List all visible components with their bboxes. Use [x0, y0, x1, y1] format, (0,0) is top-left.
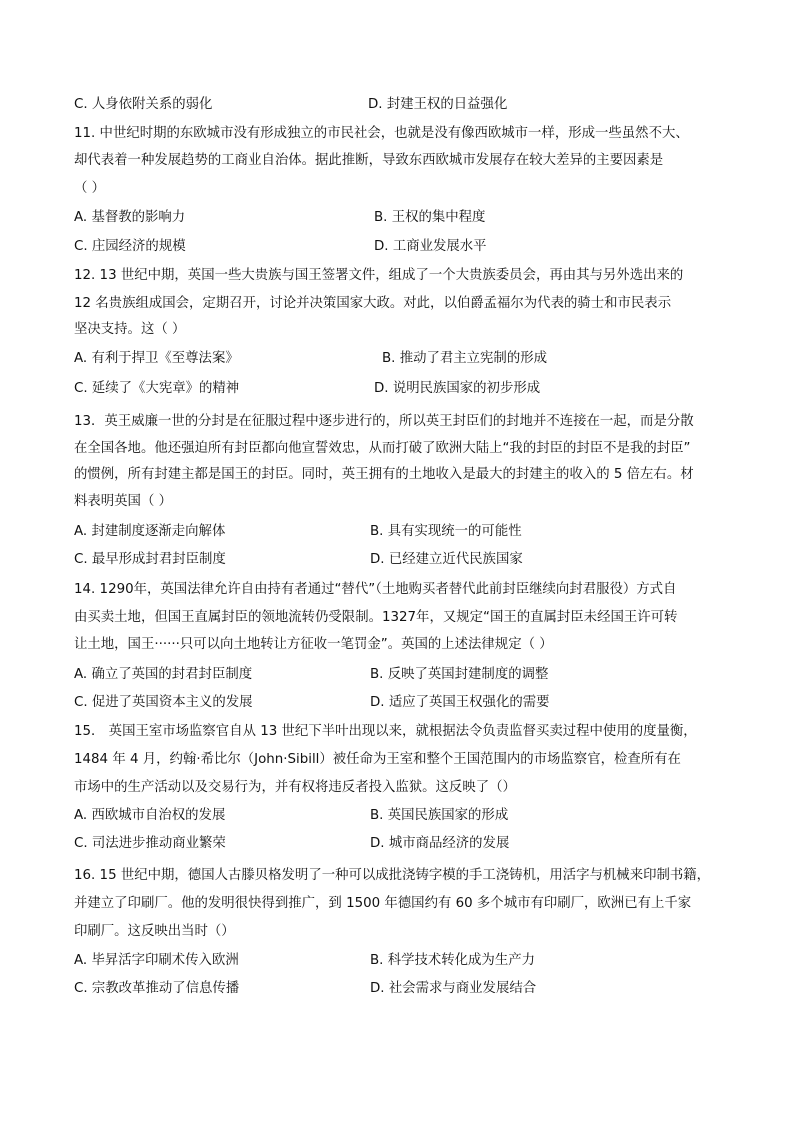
- q13-option-d[interactable]: D. 已经建立近代民族国家: [370, 552, 523, 567]
- q11-option-d[interactable]: D. 工商业发展水平: [374, 239, 487, 254]
- q12-option-c[interactable]: C. 延续了《大宪章》的精神: [74, 381, 240, 396]
- q12-options-row-1: [74, 350, 734, 368]
- q11-stem-line-2: 却代表着一种发展趋势的工商业自治体。据此推断，导致东西欧城市发展存在较大差异的主要因素是: [74, 153, 664, 168]
- q11-options-row-2: [74, 238, 734, 256]
- q12-stem-line-1: 12. 13 世纪中期，英国一些大贵族与国王签署文件，组成了一个大贵族委员会，再由其与另外选出来的: [74, 268, 684, 283]
- q14-option-b[interactable]: B. 反映了英国封建制度的调整: [370, 667, 549, 682]
- q14-stem-line-2: 由买卖土地，但国王直属封臣的领地流转仍受限制。1327年，又规定“国王的直属封臣未经国王许可转: [74, 610, 678, 625]
- q10-option-d[interactable]: D. 封建王权的日益强化: [368, 97, 508, 112]
- q11-option-c[interactable]: C. 庄园经济的规模: [74, 239, 186, 254]
- q15-option-c[interactable]: C. 司法进步推动商业繁荣: [74, 836, 226, 851]
- q14-option-d[interactable]: D. 适应了英国王权强化的需要: [370, 695, 550, 710]
- q12-stem-line-3: 坚决支持。这（ ）: [74, 322, 186, 337]
- q13-stem-line-3: 的惯例，所有封建主都是国王的封臣。同时，英王拥有的土地收入是最大的封建主的收入的 5 倍左右。材: [74, 467, 694, 482]
- q16-stem-line-1: 16. 15 世纪中期，德国人古滕贝格发明了一种可以成批浇铸字模的手工浇铸机，用活字与机械来印制书籍，: [74, 868, 711, 883]
- q14-stem-line-1: 14. 1290年，英国法律允许自由持有者通过“替代”（土地购买者替代此前封臣继续向封君服役）方式自: [74, 582, 677, 597]
- q15-stem-line-2: 1484 年 4 月，约翰·希比尔（John·Sibill）被任命为王室和整个王国范围内的市场监察官，检查所有在: [74, 752, 681, 767]
- q14-options-row-2: [74, 694, 734, 712]
- q16-stem-line-2: 并建立了印刷厂。他的发明很快得到推广，到 1500 年德国约有 60 多个城市有印刷厂，欧洲已有上千家: [74, 896, 692, 911]
- q16-stem-line-3: 印刷厂。这反映出当时（）: [74, 924, 235, 939]
- q16-options-row-2: [74, 980, 734, 998]
- q14-options-row-1: [74, 666, 734, 684]
- q10-options-row-2: [74, 96, 734, 114]
- q11-options-row-1: [74, 209, 734, 227]
- q13-stem-line-4: 料表明英国（ ）: [74, 494, 172, 509]
- q11-option-a[interactable]: A. 基督教的影响力: [74, 210, 186, 225]
- q13-options-row-1: [74, 523, 734, 541]
- q14-stem-line-3: 让土地，国王······只可以向土地转让方征收一笔罚金”。英国的上述法律规定（ ）: [74, 637, 553, 652]
- q11-stem-line-1: 11. 中世纪时期的东欧城市没有形成独立的市民社会，也就是没有像西欧城市一样，形成一些虽然不大、: [74, 126, 689, 141]
- q16-option-b[interactable]: B. 科学技术转化成为生产力: [370, 953, 535, 968]
- q16-options-row-1: [74, 952, 734, 970]
- q13-stem-line-1: 13．英王威廉一世的分封是在征服过程中逐步进行的，所以英王封臣们的封地并不连接在一起，而是分散: [74, 414, 694, 429]
- q13-option-b[interactable]: B. 具有实现统一的可能性: [370, 524, 522, 539]
- q13-options-row-2: [74, 551, 734, 569]
- q13-stem-line-2: 在全国各地。他还强迫所有封臣都向他宣誓效忠，从而打破了欧洲大陆上“我的封臣的封臣不是我的封臣”: [74, 441, 691, 456]
- q12-options-row-2: [74, 380, 734, 398]
- q14-option-a[interactable]: A. 确立了英国的封君封臣制度: [74, 667, 253, 682]
- q10-option-c[interactable]: C. 人身依附关系的弱化: [74, 97, 213, 112]
- q16-option-a[interactable]: A. 毕昇活字印刷术传入欧洲: [74, 953, 239, 968]
- q12-option-b[interactable]: B. 推动了君主立宪制的形成: [382, 351, 547, 366]
- q15-stem-line-3: 市场中的生产活动以及交易行为，并有权将违反者投入监狱。这反映了（）: [74, 780, 516, 795]
- q14-option-c[interactable]: C. 促进了英国资本主义的发展: [74, 695, 253, 710]
- q12-option-a[interactable]: A. 有利于捍卫《至尊法案》: [74, 351, 239, 366]
- q16-option-c[interactable]: C. 宗教改革推动了信息传播: [74, 981, 240, 996]
- q15-option-d[interactable]: D. 城市商品经济的发展: [370, 836, 510, 851]
- q15-stem-line-1: 15． 英国王室市场监察官自从 13 世纪下半叶出现以来，就根据法令负责监督买卖过程中使用的度量衡，: [74, 724, 697, 739]
- q11-option-b[interactable]: B. 王权的集中程度: [374, 210, 486, 225]
- q11-stem-line-3: （ ）: [74, 181, 106, 196]
- q13-option-c[interactable]: C. 最早形成封君封臣制度: [74, 552, 226, 567]
- q16-option-d[interactable]: D. 社会需求与商业发展结合: [370, 981, 537, 996]
- q12-stem-line-2: 12 名贵族组成国会，定期召开，讨论并决策国家大政。对此，以伯爵孟福尔为代表的骑士和市民表示: [74, 296, 672, 311]
- q12-option-d[interactable]: D. 说明民族国家的初步形成: [374, 381, 541, 396]
- q15-options-row-1: [74, 807, 734, 825]
- q15-option-a[interactable]: A. 西欧城市自治权的发展: [74, 808, 226, 823]
- q15-option-b[interactable]: B. 英国民族国家的形成: [370, 808, 509, 823]
- q15-options-row-2: [74, 835, 734, 853]
- q13-option-a[interactable]: A. 封建制度逐渐走向解体: [74, 524, 226, 539]
